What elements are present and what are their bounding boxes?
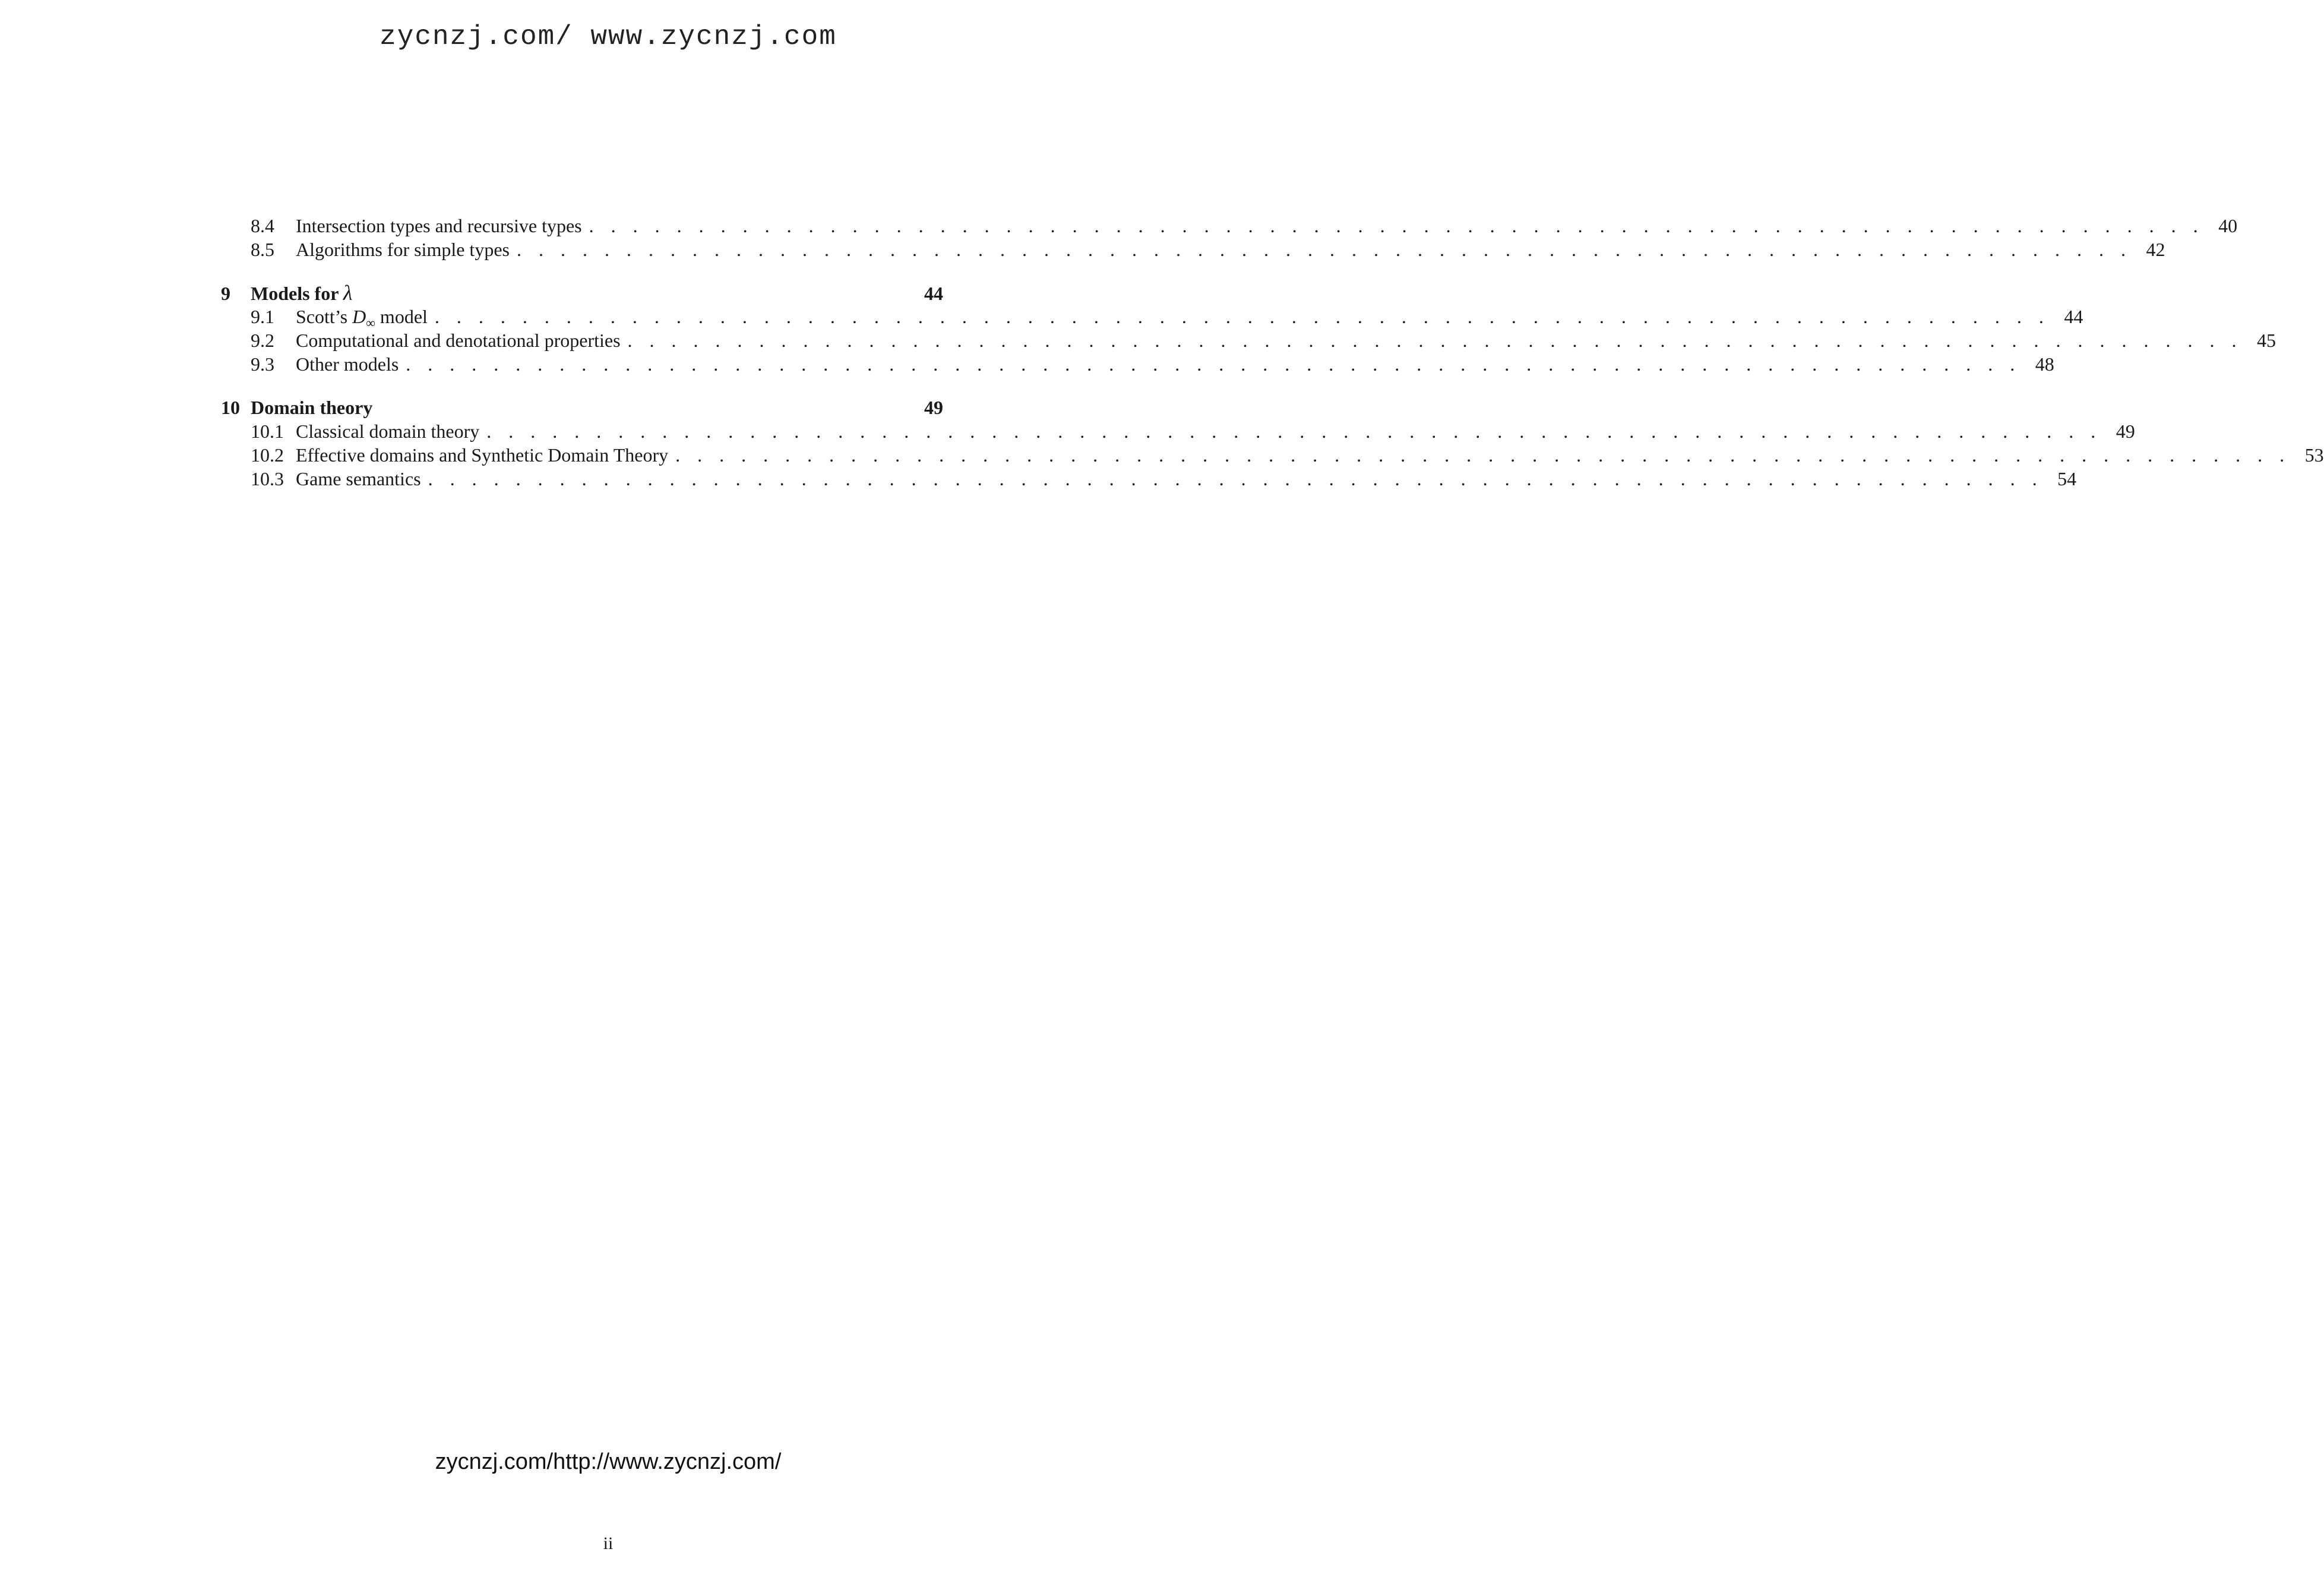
section-title: Effective domains and Synthetic Domain Theory	[296, 444, 669, 466]
section-title: Computational and denotational properties	[296, 330, 621, 351]
chapter-number: 9	[221, 283, 230, 304]
toc-chapter-9[interactable]	[221, 281, 943, 305]
chapter-title	[251, 281, 359, 305]
page-number-ref: 42	[2146, 239, 2165, 260]
toc-entry-8-5[interactable]	[221, 238, 2165, 261]
section-title	[296, 305, 435, 328]
section-title: Classical domain theory	[296, 421, 480, 442]
dot-leader: . . . . . . . . . . . . . . . . . . . . . . . . . . . . . . . . . . . . . . . . . . . . . . . . . . . . . . . . . . . . . . . . . . . . . . . . . .	[406, 353, 2021, 375]
toc-chapter-10[interactable]	[221, 396, 943, 419]
chapter-title: Domain theory	[251, 397, 373, 418]
section-title: Algorithms for simple types	[296, 239, 510, 260]
toc-entry-9-3[interactable]	[221, 352, 2054, 376]
toc-entry-9-1[interactable]	[221, 305, 2083, 330]
dot-leader: . . . . . . . . . . . . . . . . . . . . . . . . . . . . . . . . . . . . . . . . . . . . . . . . . . . . . . . . . . . . . . . . . . . . . . . . . .	[434, 306, 2050, 327]
page-number-ref: 48	[2035, 353, 2054, 375]
page-number-ref: 44	[2064, 306, 2083, 327]
section-title-prefix: Scott’s	[296, 306, 348, 327]
section-number: 9.1	[251, 306, 274, 327]
d-infinity-symbol	[352, 306, 375, 330]
section-title: Intersection types and recursive types	[296, 215, 582, 236]
toc-entry-10-2[interactable]	[221, 443, 2324, 467]
section-number: 10.2	[251, 444, 284, 466]
dot-leader: . . . . . . . . . . . . . . . . . . . . . . . . . . . . . . . . . . . . . . . . . . . . . . . . . . . . . . . . . . . . . . . . . . . . . . . . . .	[428, 468, 2044, 489]
page-number-ref: 44	[924, 283, 943, 304]
toc-entry-8-4[interactable]	[221, 214, 2238, 238]
toc-entry-10-1[interactable]	[221, 419, 2135, 443]
page-number-ref: 49	[924, 397, 943, 418]
lambda-symbol: λ	[343, 281, 353, 305]
section-number: 10.1	[251, 421, 284, 442]
dot-leader: . . . . . . . . . . . . . . . . . . . . . . . . . . . . . . . . . . . . . . . . . . . . . . . . . . . . . . . . . . . . . . . . . . . . . . . . . .	[675, 444, 2291, 466]
dot-leader: . . . . . . . . . . . . . . . . . . . . . . . . . . . . . . . . . . . . . . . . . . . . . . . . . . . . . . . . . . . . . . . . . . . . . . . . . .	[486, 421, 2102, 442]
footer-watermark: zycnzj.com/http://www.zycnzj.com/	[435, 1449, 782, 1474]
section-number: 8.4	[251, 215, 274, 236]
table-of-contents	[221, 214, 2324, 491]
dot-leader: . . . . . . . . . . . . . . . . . . . . . . . . . . . . . . . . . . . . . . . . . . . . . . . . . . . . . . . . . . . . . . . . . . . . . . . . . .	[589, 215, 2205, 236]
math-d: D	[352, 306, 366, 327]
section-title: Other models	[296, 353, 399, 375]
page-number-ref: 54	[2057, 468, 2077, 489]
infinity-subscript: ∞	[366, 315, 375, 330]
section-number: 8.5	[251, 239, 274, 260]
dot-leader: . . . . . . . . . . . . . . . . . . . . . . . . . . . . . . . . . . . . . . . . . . . . . . . . . . . . . . . . . . . . . . . . . . . . . . . . . .	[516, 239, 2132, 260]
toc-entry-9-2[interactable]	[221, 328, 2276, 352]
page-number-ref: 49	[2116, 421, 2135, 442]
page-number-ref: 53	[2304, 444, 2324, 466]
section-title: Game semantics	[296, 468, 421, 489]
chapter-number: 10	[221, 397, 240, 418]
page-number-ref: 40	[2218, 215, 2238, 236]
section-number: 10.3	[251, 468, 284, 489]
chapter-title-text: Models for	[251, 283, 339, 304]
dot-leader: . . . . . . . . . . . . . . . . . . . . . . . . . . . . . . . . . . . . . . . . . . . . . . . . . . . . . . . . . . . . . . . . . . . . . . . . . .	[627, 330, 2243, 351]
section-number: 9.3	[251, 353, 274, 375]
page-number: ii	[603, 1534, 614, 1553]
toc-entry-10-3[interactable]	[221, 467, 2077, 491]
section-number: 9.2	[251, 330, 274, 351]
page-number-ref: 45	[2257, 330, 2276, 351]
section-title-suffix: model	[380, 306, 428, 327]
header-watermark: zycnzj.com/ www.zycnzj.com	[380, 21, 837, 52]
